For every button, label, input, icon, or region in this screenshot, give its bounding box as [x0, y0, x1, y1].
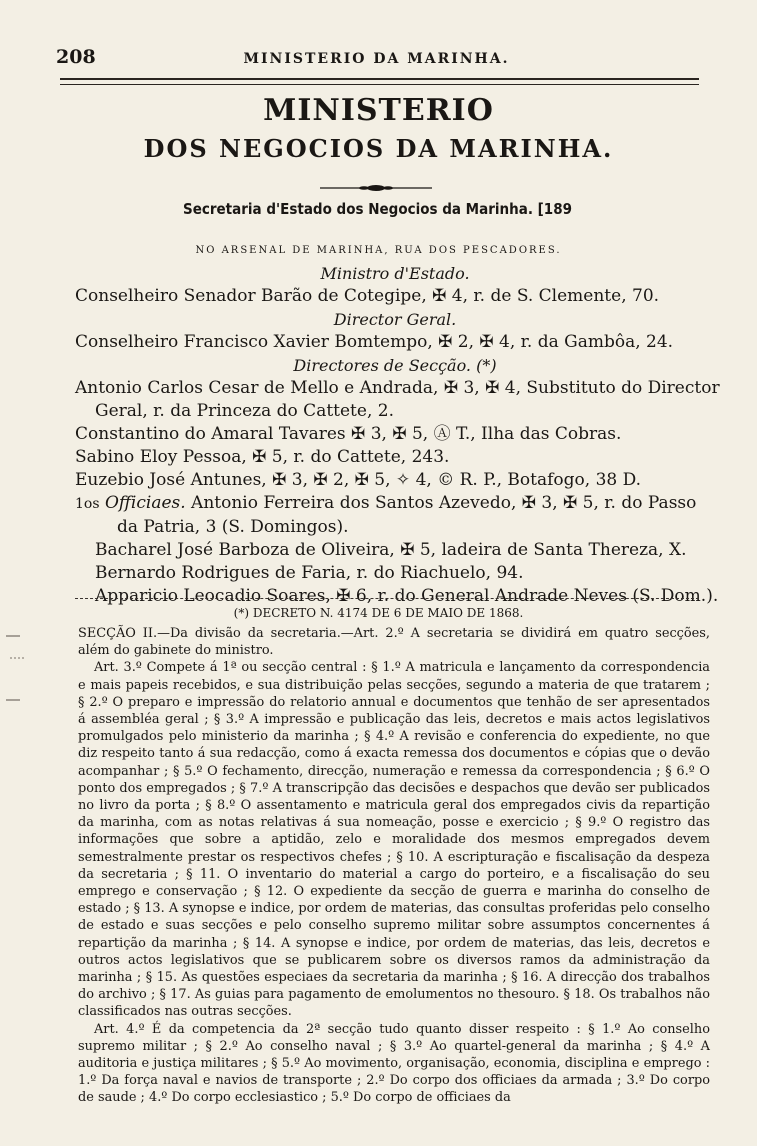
- staff-entry: Antonio Carlos Cesar de Mello e Andrada, ✠ 3, ✠ 4, Substituto do Director: [75, 378, 720, 398]
- running-title: MINISTERIO DA MARINHA.: [243, 51, 510, 67]
- staff-entry: Apparicio Leocadio Soares, ✠ 6, r. do General Andrade Neves (S. Dom.).: [95, 586, 719, 606]
- staff-entry-continuation: da Patria, 3 (S. Domingos).: [117, 517, 349, 537]
- role-heading: Directores de Secção. (*): [293, 356, 497, 375]
- ornament-divider: [320, 184, 432, 192]
- officer-text: Antonio Ferreira dos Santos Azevedo, ✠ 3, ✠ 5, r. do Passo: [185, 493, 697, 513]
- footnote-title: (*) DECRETO N. 4174 DE 6 DE MAIO DE 1868.: [233, 606, 524, 620]
- staff-entry: Euzebio José Antunes, ✠ 3, ✠ 2, ✠ 5, ✧ 4, © R. P., Botafogo, 38 D.: [75, 470, 642, 490]
- margin-marks: [0, 628, 40, 728]
- decree-paragraph: Art. 3.º Compete á 1ª ou secção central : § 1.º A matricula e lançamento da correspondencia e mais papeis recebidos, e sua distribuição pelas secções, segundo a materia de que tratarem ; § 2.º O preparo e impressão do relatorio annual e documentos que tenhão de ser apresentados á assembléa geral ; § 3.º A impressão e publicação das leis, decretos e mais actos legislativos promulgados pelo ministerio da marinha ; § 4.º A revisão e conferencia do expediente, no que diz respeito tanto á sua redacção, como á exacta remessa dos documentos e cópias que o devão acompanhar ; § 5.º O fechamento, direcção, numeração e remessa da correspondencia ; § 6.º O ponto dos empregados ; § 7.º A transcripção das decisões e despachos que devão ser publicados no livro da porta ; § 8.º O assentamento e matricula geral dos empregados civis da repartição da marinha, com as notas relativas á sua nomeação, posse e exercicio ; § 9.º O registro das informações que sobre a aptidão, zelo e moralidade dos mesmos empregados devem semestralmente prestar os respectivos chefes ; § 10. A escripturação e fiscalisação da despeza da secretaria ; § 11. O inventario do material a cargo do porteiro, e a fiscalisação do seu emprego e conservação ; § 12. O expediente da secção de guerra e marinha do conselho de estado ; § 13. A synopse e indice, por ordem de materias, das consultas proferidas pelo conselho de estado e suas secções e pelo conselho supremo militar sobre assumptos concernentes á repartição da marinha ; § 14. A synopse e indice, por ordem de materias, das leis, decretos e outros actos legislativos que se publicarem sobre os diversos ramos da administração da marinha ; § 15. As questões especiaes da secretaria da marinha ; § 16. A direcção dos trabalhos do archivo ; § 17. As guias para pagamento de emolumentos no thesouro. § 18. Os trabalhos não classificados nas outras secções.: [78, 660, 710, 1020]
- staff-entry: Bacharel José Barboza de Oliveira, ✠ 5, ladeira de Santa Thereza, X.: [95, 540, 687, 560]
- staff-entry: Conselheiro Senador Barão de Cotegipe, ✠ 4, r. de S. Clemente, 70.: [75, 286, 660, 306]
- staff-entry-officer: [75, 492, 715, 516]
- page-number: 208: [56, 46, 96, 68]
- title-line-1: MINISTERIO: [263, 93, 494, 128]
- officer-order: 1os: [75, 496, 100, 512]
- staff-entry: Conselheiro Francisco Xavier Bomtempo, ✠ 2, ✠ 4, r. da Gambôa, 24.: [75, 332, 674, 352]
- address-line: NO ARSENAL DE MARINHA, RUA DOS PESCADORES.: [195, 245, 562, 256]
- staff-entry: Sabino Eloy Pessoa, ✠ 5, r. do Cattete, 243.: [75, 447, 450, 467]
- decree-text: [78, 625, 710, 1107]
- secretaria-heading: Secretaria d'Estado dos Negocios da Marinha. [189: [183, 200, 572, 218]
- staff-entry-continuation: Geral, r. da Princeza do Cattete, 2.: [95, 401, 394, 421]
- decree-paragraph: Art. 4.º É da competencia da 2ª secção tudo quanto disser respeito : § 1.º Ao conselho supremo militar ; § 2.º Ao conselho naval ; § 3.º Ao quartel-general da marinha ; § 4.º A auditoria e justiça militares ; § 5.º Ao movimento, organisação, economia, disciplina e emprego : 1.º Da força naval e navios de transporte ; 2.º Do corpo dos officiaes da armada ; 3.º Do corpo de saude ; 4.º Do corpo ecclesiastico ; 5.º Do corpo de officiaes da: [78, 1021, 710, 1106]
- staff-list: [75, 262, 720, 608]
- header-rule: [60, 78, 699, 85]
- staff-entry: Bernardo Rodrigues de Faria, r. do Riachuelo, 94.: [95, 563, 524, 583]
- title-line-2: DOS NEGOCIOS DA MARINHA.: [143, 134, 614, 163]
- role-heading: Ministro d'Estado.: [320, 264, 470, 283]
- officer-role: Officiaes.: [104, 493, 186, 513]
- staff-entry: Constantino do Amaral Tavares ✠ 3, ✠ 5, Ⓐ T., Ilha das Cobras.: [75, 424, 622, 444]
- running-head: [56, 46, 697, 74]
- footnote-rule: [75, 598, 699, 599]
- role-heading: Director Geral.: [333, 310, 457, 329]
- decree-paragraph: SECÇÃO II.—Da divisão da secretaria.—Art. 2.º A secretaria se dividirá em quatro secções, além do gabinete do ministro.: [78, 626, 710, 659]
